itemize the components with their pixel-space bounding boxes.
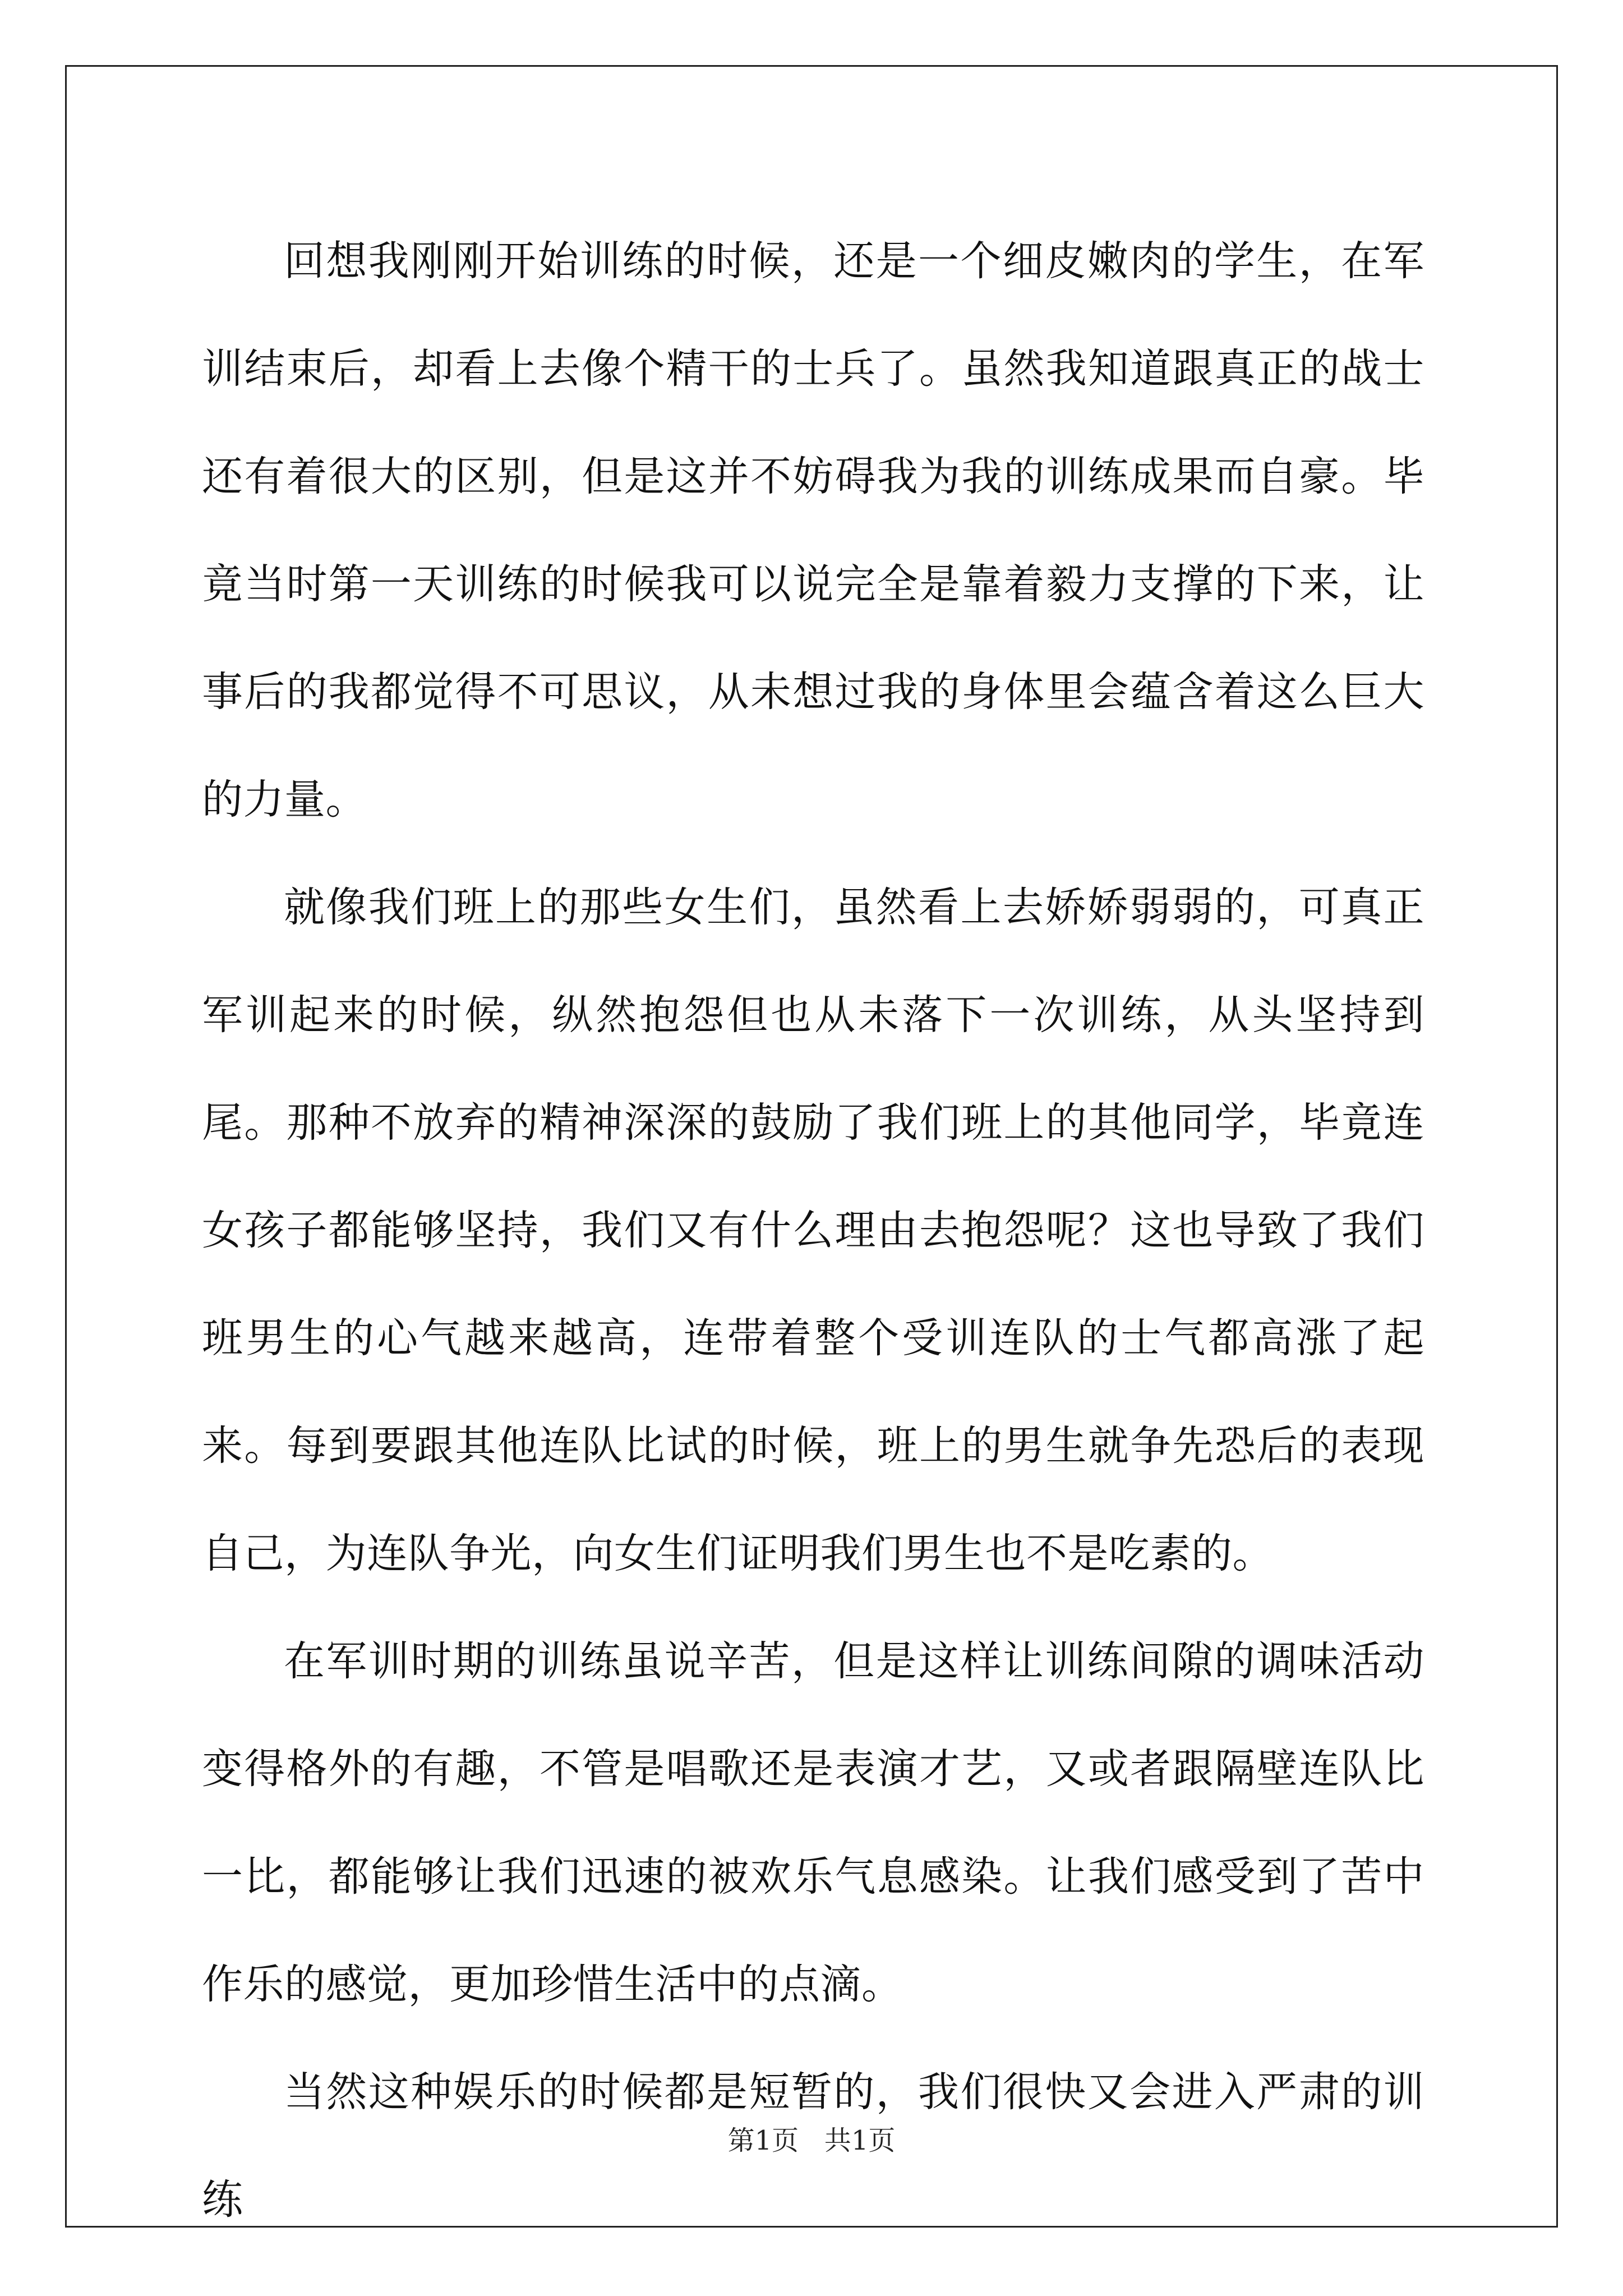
paragraph-1: 回想我刚刚开始训练的时候，还是一个细皮嫩肉的学生，在军训结束后，却看上去像个精干的士兵了。虽然我知道跟真正的战士还有着很大的区别，但是这并不妨碍我为我的训练成果而自豪。毕竟当时第一天训练的时候我可以说完全是靠着毅力支撑的下来，让事后的我都觉得不可思议，从未想过我的身体里会蕴含着这么巨大的力量。 [202, 237, 1424, 823]
document-body [202, 208, 1424, 2254]
paragraph-2: 就像我们班上的那些女生们，虽然看上去娇娇弱弱的，可真正军训起来的时候，纵然抱怨但也从未落下一次训练，从头坚持到尾。那种不放弃的精神深深的鼓励了我们班上的其他同学，毕竟连女孩子都能够坚持，我们又有什么理由去抱怨呢？这也导致了我们班男生的心气越来越高，连带着整个受训连队的士气都高涨了起来。每到要跟其他连队比试的时候，班上的男生就争先恐后的表现自己，为连队争光，向女生们证明我们男生也不是吃素的。 [202, 884, 1424, 1577]
paragraph-3: 在军训时期的训练虽说辛苦，但是这样让训练间隙的调味活动变得格外的有趣，不管是唱歌还是表演才艺，又或者跟隔壁连队比一比，都能够让我们迅速的被欢乐气息感染。让我们感受到了苦中作乐的感觉，更加珍惜生活中的点滴。 [202, 1637, 1424, 2008]
page-number: 第1页 [727, 2125, 799, 2156]
total-pages: 共1页 [824, 2125, 896, 2156]
page-footer [0, 2124, 1623, 2157]
footer-spacer [799, 2125, 824, 2156]
paragraph-4: 当然这种娱乐的时候都是短暂的，我们很快又会进入严肃的训练 [202, 2068, 1424, 2224]
